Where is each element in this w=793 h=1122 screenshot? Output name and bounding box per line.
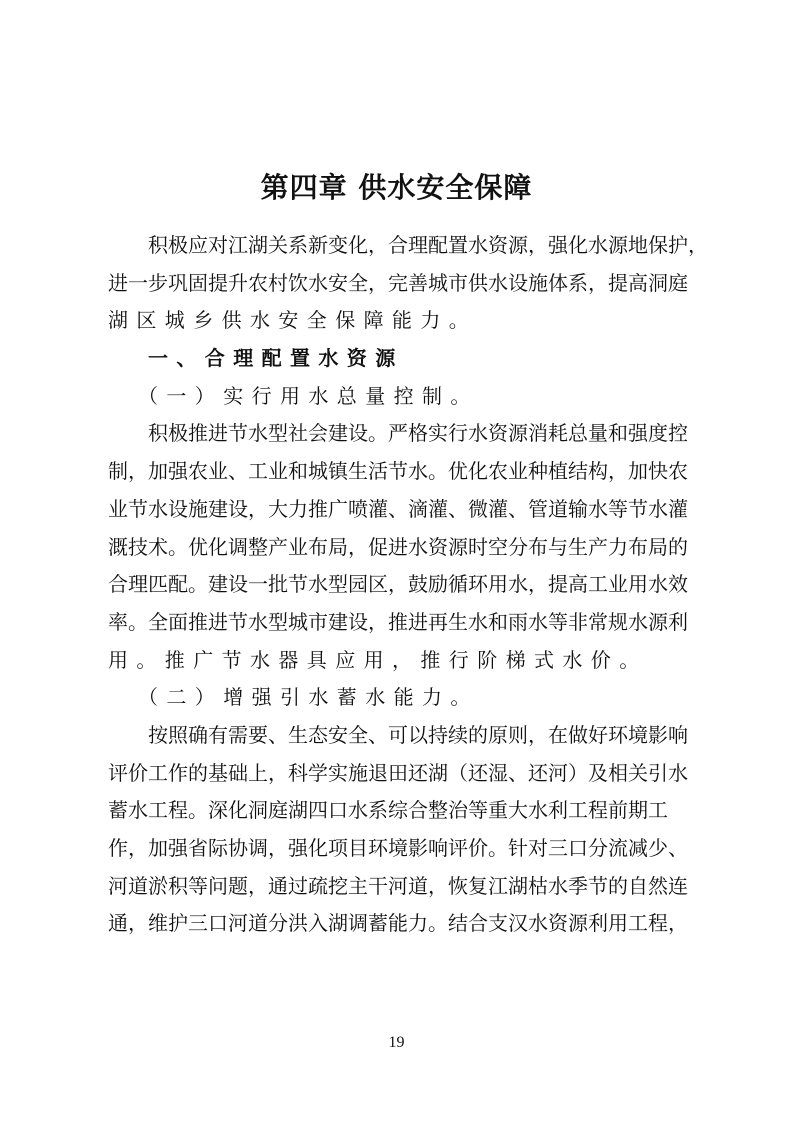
text-line: 率。全面推进节水型城市建设，推进再生水和雨水等非常规水源利	[108, 609, 688, 634]
subsection-heading: （二）增强引水蓄水能力。	[138, 685, 479, 710]
text-line: 用。推广节水器具应用，推行阶梯式水价。	[108, 647, 648, 672]
text-line: 河道淤积等问题，通过疏挖主干河道，恢复江湖枯水季节的自然连	[108, 873, 688, 898]
text-line: 积极推进节水型社会建设。严格实行水资源消耗总量和强度控	[148, 421, 688, 446]
document-body	[108, 227, 708, 943]
text-line: 制，加强农业、工业和城镇生活节水。优化农业种植结构，加快农	[108, 459, 688, 484]
text-line: 进一步巩固提升农村饮水安全，完善城市供水设施体系，提高洞庭	[108, 270, 688, 295]
page-number: 19	[388, 1034, 405, 1051]
section-heading: 一、合理配置水资源	[148, 346, 404, 371]
text-line: 蓄水工程。深化洞庭湖四口水系综合整治等重大水利工程前期工	[108, 798, 668, 823]
text-line: 作，加强省际协调，强化项目环境影响评价。针对三口分流减少、	[108, 836, 688, 860]
text-line: 业节水设施建设，大力推广喷灌、滴灌、微灌、管道输水等节水灌	[108, 496, 688, 521]
chapter-title: 第四章 供水安全保障	[260, 171, 533, 204]
text-line: 评价工作的基础上，科学实施退田还湖（还湿、还河）及相关引水	[108, 760, 688, 785]
text-line: 通，维护三口河道分洪入湖调蓄能力。结合支汉水资源利用工程，	[108, 911, 688, 936]
text-line: 合理匹配。建设一批节水型园区，鼓励循环用水，提高工业用水效	[108, 572, 688, 597]
text-line: 按照确有需要、生态安全、可以持续的原则，在做好环境影响	[148, 722, 688, 747]
text-line: 溉技术。优化调整产业布局，促进水资源时空分布与生产力布局的	[108, 534, 688, 559]
subsection-heading: （一）实行用水总量控制。	[138, 383, 479, 408]
text-line: 湖区城乡供水安全保障能力。	[108, 308, 478, 333]
text-line: 积极应对江湖关系新变化，合理配置水资源，强化水源地保护，	[148, 233, 708, 257]
